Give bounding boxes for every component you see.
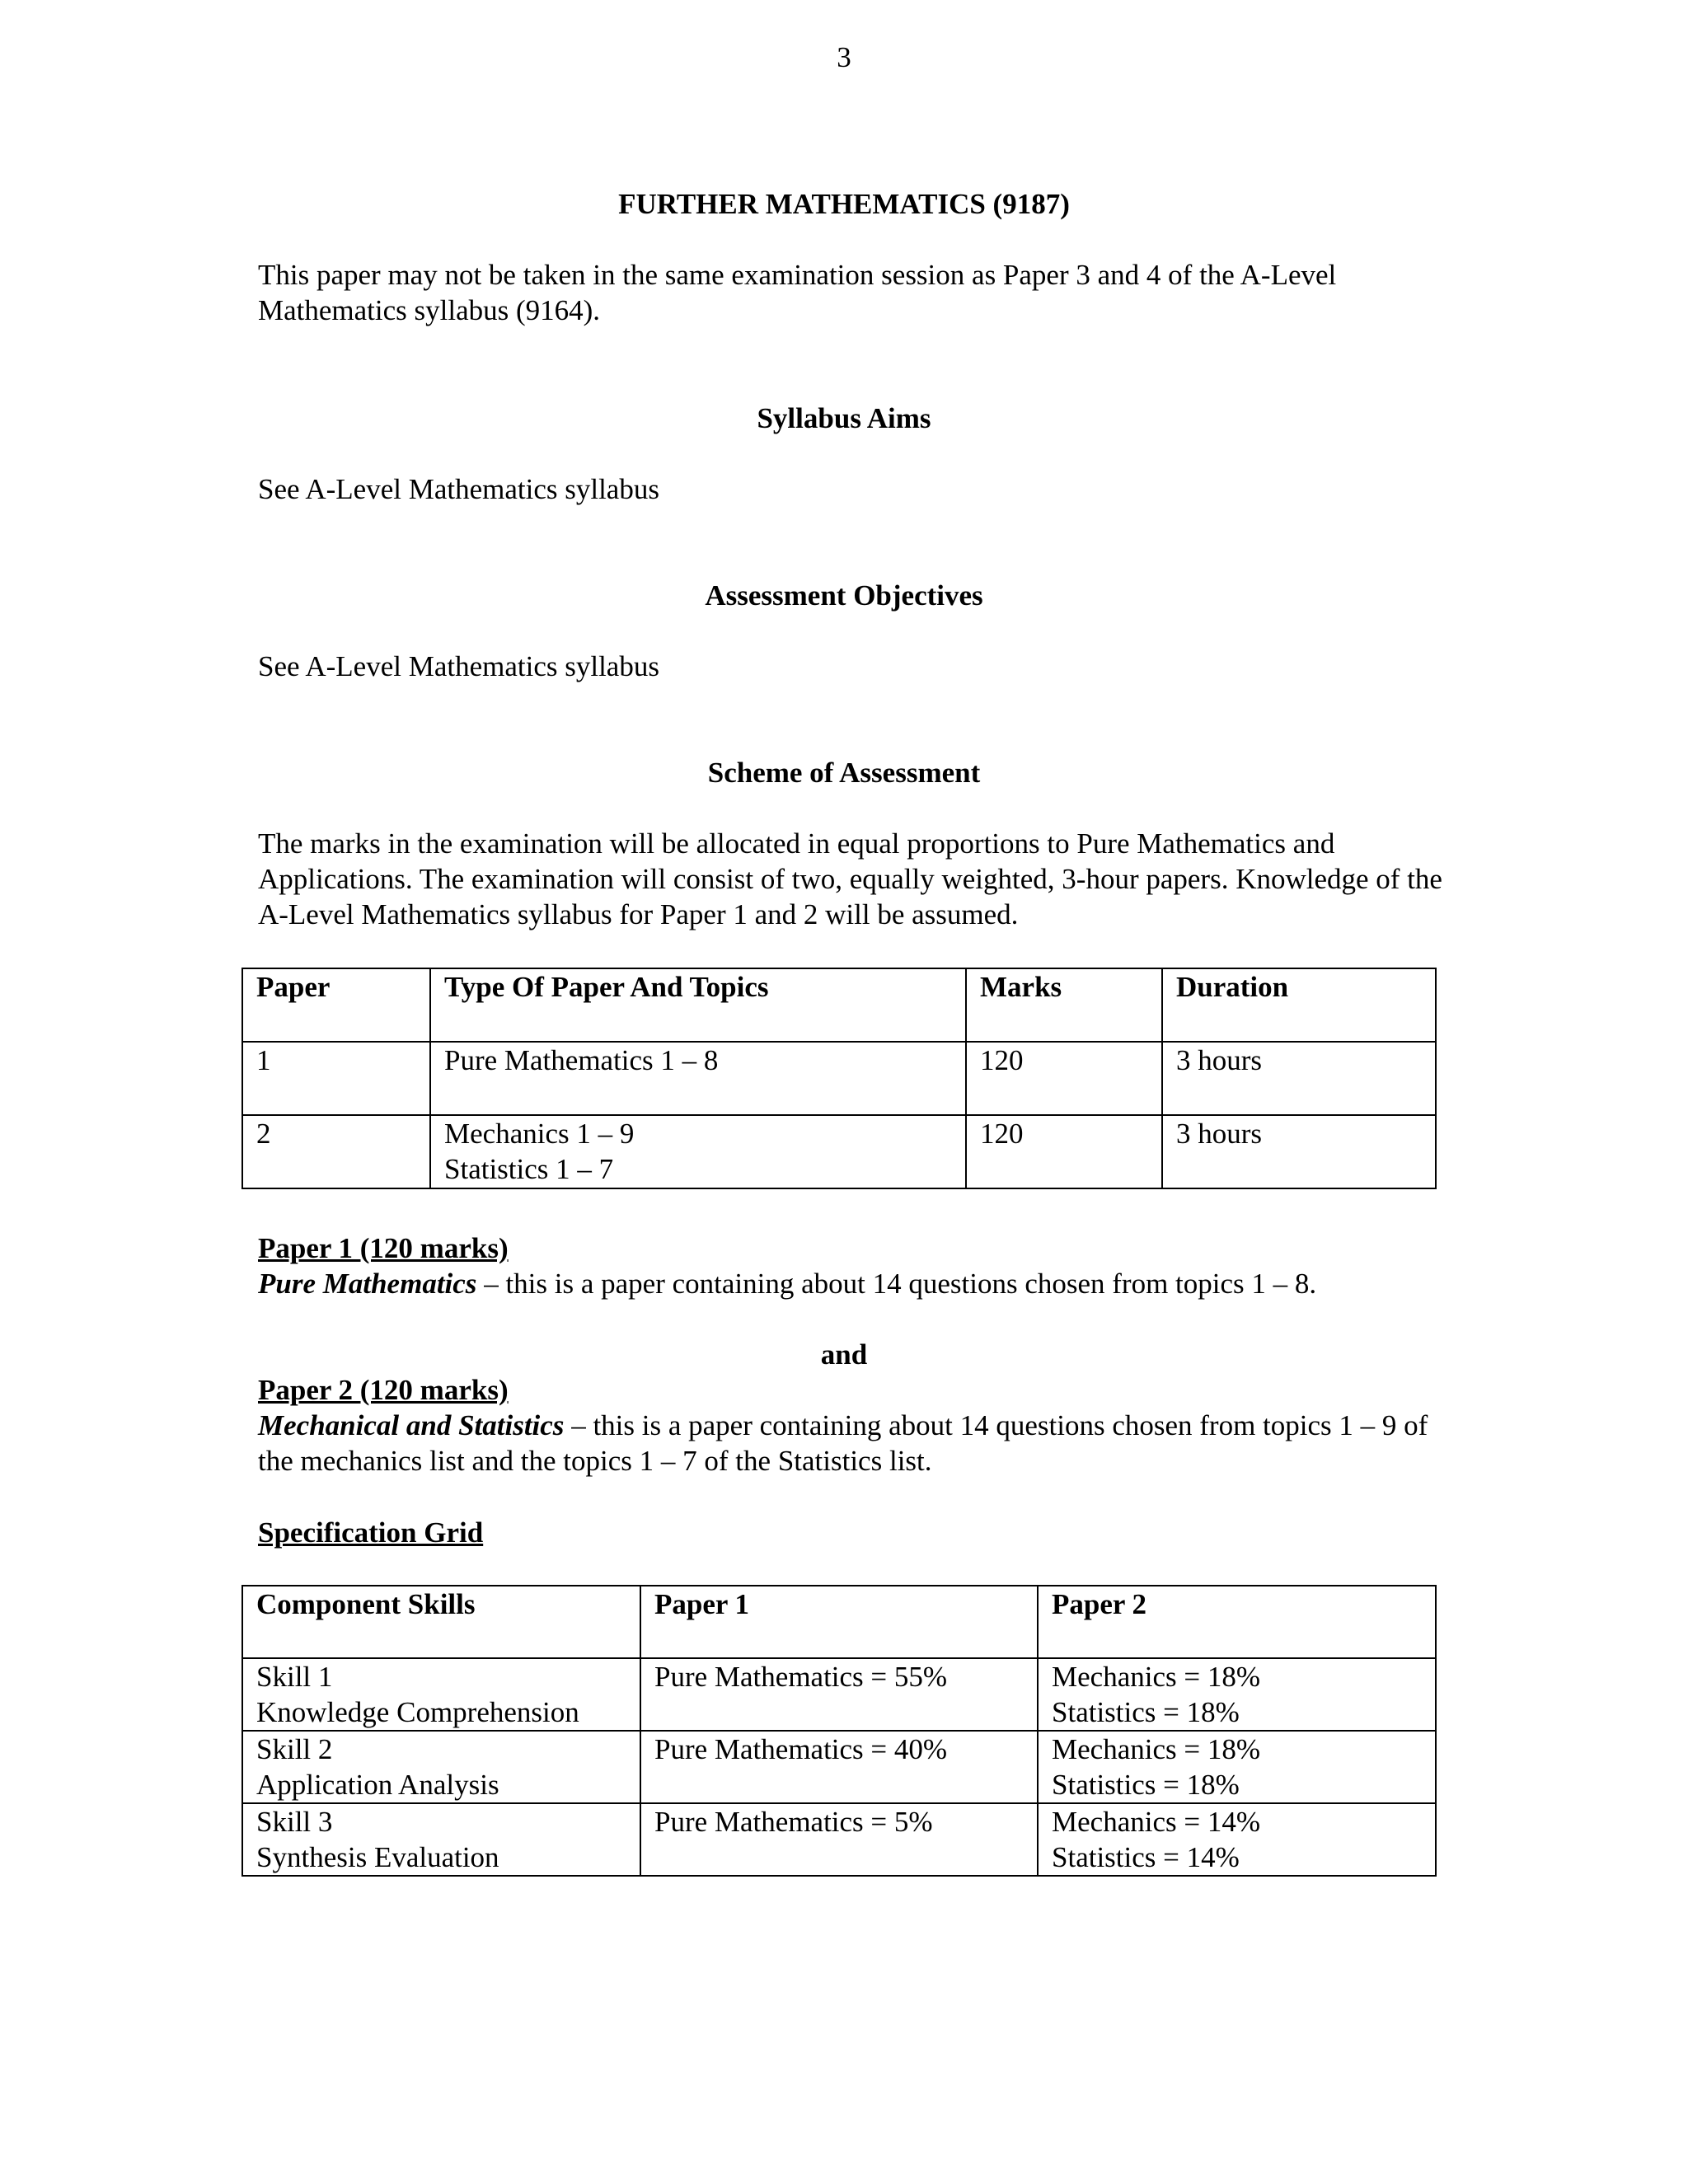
- mechanics-weight: Mechanics = 18%: [1052, 1661, 1260, 1693]
- paper1-heading: Paper 1 (120 marks): [258, 1232, 509, 1264]
- paper-number: 1: [242, 1042, 430, 1115]
- header-paper1: Paper 1: [640, 1586, 1038, 1658]
- mechanics-weight: Mechanics = 14%: [1052, 1806, 1260, 1838]
- skill-description: Application Analysis: [256, 1769, 499, 1801]
- paper-duration: 3 hours: [1162, 1115, 1436, 1188]
- papers-table: [241, 968, 1437, 1189]
- skill-cell: [242, 1803, 640, 1876]
- intro-paragraph: This paper may not be taken in the same examination session as Paper 3 and 4 of the A-Level Mathematics syllabus (9164).: [258, 259, 1337, 326]
- paper1-subject: Pure Mathematics: [258, 1268, 477, 1300]
- syllabus-aims-text: See A-Level Mathematics syllabus: [258, 473, 659, 505]
- skill-description: Knowledge Comprehension: [256, 1696, 579, 1728]
- skill-name: Skill 3: [256, 1806, 333, 1838]
- topic-line: Statistics 1 – 7: [444, 1153, 614, 1185]
- paper2-description: [258, 1408, 1461, 1479]
- skill-name: Skill 1: [256, 1661, 333, 1693]
- table-row: [242, 1115, 1436, 1188]
- statistics-weight: Statistics = 18%: [1052, 1696, 1240, 1728]
- table-row: [242, 1731, 1436, 1803]
- paper2-heading: Paper 2 (120 marks): [258, 1374, 509, 1406]
- paper2-weights: [1038, 1803, 1436, 1876]
- paper2-weights: [1038, 1731, 1436, 1803]
- skill-description: Synthesis Evaluation: [256, 1841, 499, 1873]
- assessment-objectives-text: See A-Level Mathematics syllabus: [258, 650, 659, 682]
- assessment-objectives-heading: Assessment Objectives: [705, 579, 983, 612]
- paper-number: 2: [242, 1115, 430, 1188]
- header-paper: Paper: [242, 968, 430, 1042]
- paper2-subject: Mechanical and Statistics: [258, 1409, 565, 1441]
- statistics-weight: Statistics = 18%: [1052, 1769, 1240, 1801]
- statistics-weight: Statistics = 14%: [1052, 1841, 1240, 1873]
- syllabus-aims-heading: Syllabus Aims: [757, 402, 931, 434]
- scheme-heading: Scheme of Assessment: [707, 757, 981, 789]
- page-number: 3: [837, 41, 851, 73]
- mechanics-weight: Mechanics = 18%: [1052, 1733, 1260, 1765]
- header-paper2: Paper 2: [1038, 1586, 1436, 1658]
- spec-grid-table: [241, 1585, 1437, 1877]
- paper-topics: [430, 1042, 966, 1115]
- paper-marks: 120: [966, 1115, 1162, 1188]
- skill-cell: [242, 1731, 640, 1803]
- header-component-skills: Component Skills: [242, 1586, 640, 1658]
- and-label: and: [820, 1338, 868, 1371]
- skill-name: Skill 2: [256, 1733, 333, 1765]
- header-marks: Marks: [966, 968, 1162, 1042]
- header-duration: Duration: [1162, 968, 1436, 1042]
- document-title: FURTHER MATHEMATICS (9187): [618, 188, 1070, 220]
- table-row: [242, 1042, 1436, 1115]
- paper-topics: [430, 1115, 966, 1188]
- paper1-description-text: – this is a paper containing about 14 questions chosen from topics 1 – 8.: [476, 1268, 1317, 1300]
- paper1-weight: Pure Mathematics = 55%: [640, 1658, 1038, 1731]
- paper-marks: 120: [966, 1042, 1162, 1115]
- skill-cell: [242, 1658, 640, 1731]
- paper2-weights: [1038, 1658, 1436, 1731]
- topic-line: Mechanics 1 – 9: [444, 1118, 635, 1150]
- topic-line: Pure Mathematics 1 – 8: [444, 1044, 719, 1076]
- paper-duration: 3 hours: [1162, 1042, 1436, 1115]
- header-type: Type Of Paper And Topics: [430, 968, 966, 1042]
- paper1-weight: Pure Mathematics = 5%: [640, 1803, 1038, 1876]
- papers-table-header-row: [242, 968, 1436, 1042]
- table-row: [242, 1658, 1436, 1731]
- spec-grid-header-row: [242, 1586, 1436, 1658]
- scheme-paragraph: The marks in the examination will be allocated in equal proportions to Pure Mathematics and Applications. The examination will consist of two, equally weighted, 3-hour papers. Knowledge of the A-Level Mathematics syllabus for Paper 1 and 2 will be assumed.: [258, 827, 1442, 930]
- table-row: [242, 1803, 1436, 1876]
- paper1-description: [258, 1266, 1461, 1301]
- paper2-description-text: – this is a paper containing about 14 questions chosen from topics 1 – 9 of the mechanics list and the topics 1 – 7 of the Statistics list.: [258, 1409, 1428, 1477]
- spec-grid-heading: Specification Grid: [258, 1516, 484, 1549]
- paper1-weight: Pure Mathematics = 40%: [640, 1731, 1038, 1803]
